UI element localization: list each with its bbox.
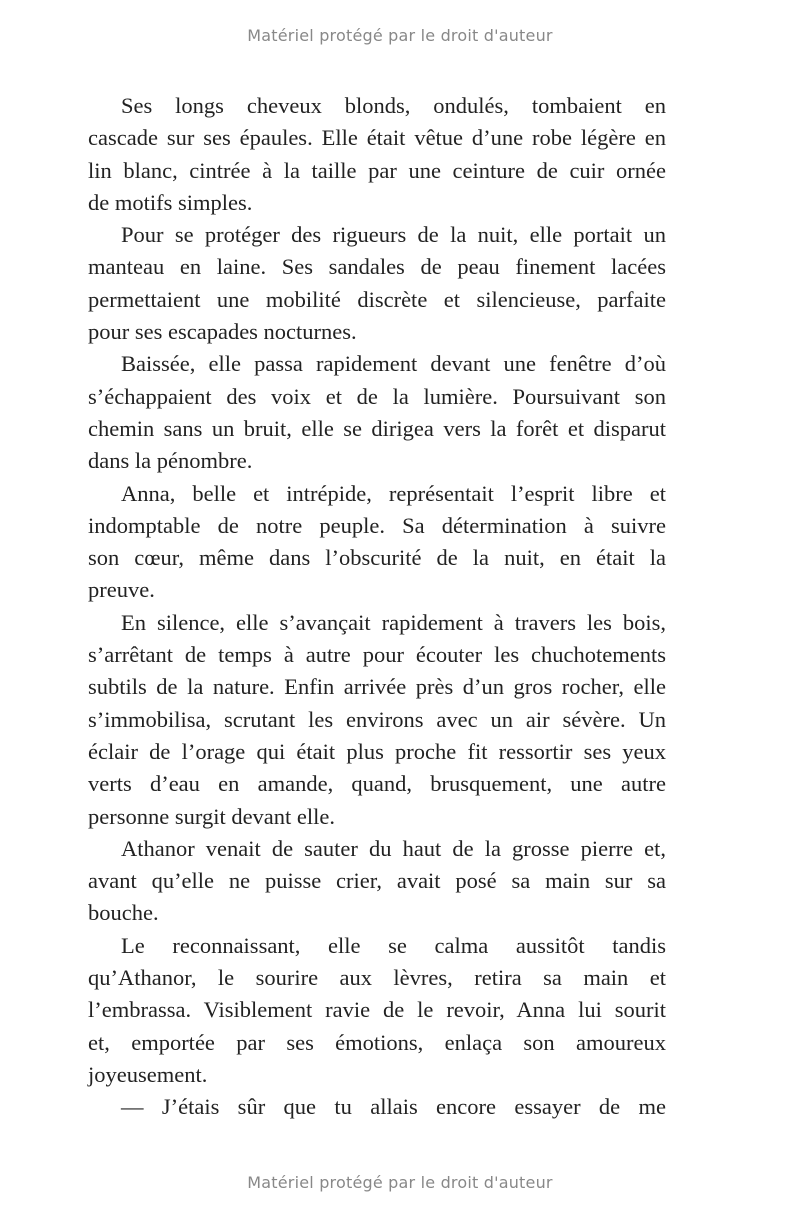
- text-line: verts d’eau en amande, quand, brusquement, une autre: [88, 771, 666, 797]
- text-line: éclair de l’orage qui était plus proche fit ressortir ses yeux: [88, 738, 666, 764]
- text-line: manteau en laine. Ses sandales de peau finement lacées: [88, 254, 666, 280]
- text-line: son cœur, même dans l’obscurité de la nuit, en était la: [88, 545, 666, 571]
- text-line: Baissée, elle passa rapidement devant une fenêtre d’où: [121, 351, 666, 377]
- text-line: s’immobilisa, scrutant les environs avec un air sévère. Un: [88, 706, 666, 732]
- paragraph: [88, 219, 666, 348]
- text-line: bouche.: [88, 900, 159, 926]
- text-line: lin blanc, cintrée à la taille par une ceinture de cuir ornée: [88, 157, 666, 183]
- text-line: Pour se protéger des rigueurs de la nuit, elle portait un: [121, 222, 666, 248]
- text-line: personne surgit devant elle.: [88, 803, 336, 829]
- paragraph: [88, 348, 666, 477]
- paragraph: [88, 833, 666, 930]
- text-line: permettaient une mobilité discrète et silencieuse, parfaite: [88, 286, 666, 312]
- text-line: joyeusement.: [88, 1061, 208, 1087]
- paragraph: [88, 930, 666, 1091]
- text-line: pour ses escapades nocturnes.: [88, 319, 357, 345]
- text-line: avant qu’elle ne puisse crier, avait posé sa main sur sa: [88, 868, 666, 894]
- paragraph: [88, 90, 666, 219]
- text-line: s’arrêtant de temps à autre pour écouter les chuchotements: [88, 642, 666, 668]
- text-line: dans la pénombre.: [88, 448, 253, 474]
- paragraph: [88, 1091, 666, 1123]
- text-line: Ses longs cheveux blonds, ondulés, tombaient en: [121, 93, 666, 118]
- text-line: cascade sur ses épaules. Elle était vêtue d’une robe légère en: [88, 125, 666, 151]
- paragraph: [88, 478, 666, 607]
- text-line: Athanor venait de sauter du haut de la grosse pierre et,: [121, 835, 666, 861]
- text-line: subtils de la nature. Enfin arrivée près d’un gros rocher, elle: [88, 674, 666, 700]
- page-text: [88, 90, 666, 1124]
- text-line: En silence, elle s’avançait rapidement à travers les bois,: [121, 609, 666, 635]
- text-line: indomptable de notre peuple. Sa détermination à suivre: [88, 512, 666, 538]
- text-line: chemin sans un bruit, elle se dirigea vers la forêt et disparut: [88, 415, 666, 441]
- text-line: Le reconnaissant, elle se calma aussitôt tandis: [121, 932, 666, 958]
- text-line: — J’étais sûr que tu allais encore essayer de me: [121, 1094, 666, 1120]
- copyright-notice-bottom: Matériel protégé par le droit d'auteur: [247, 1173, 553, 1192]
- copyright-notice-top: Matériel protégé par le droit d'auteur: [247, 26, 553, 45]
- text-line: et, emportée par ses émotions, enlaça son amoureux: [88, 1029, 666, 1055]
- text-line: s’échappaient des voix et de la lumière. Poursuivant son: [88, 383, 666, 409]
- text-line: l’embrassa. Visiblement ravie de le revoir, Anna lui sourit: [88, 997, 666, 1023]
- paragraph: [88, 607, 666, 833]
- text-line: de motifs simples.: [88, 189, 253, 215]
- text-line: qu’Athanor, le sourire aux lèvres, retira sa main et: [88, 965, 666, 991]
- text-line: preuve.: [88, 577, 155, 603]
- text-line: Anna, belle et intrépide, représentait l’esprit libre et: [121, 480, 666, 506]
